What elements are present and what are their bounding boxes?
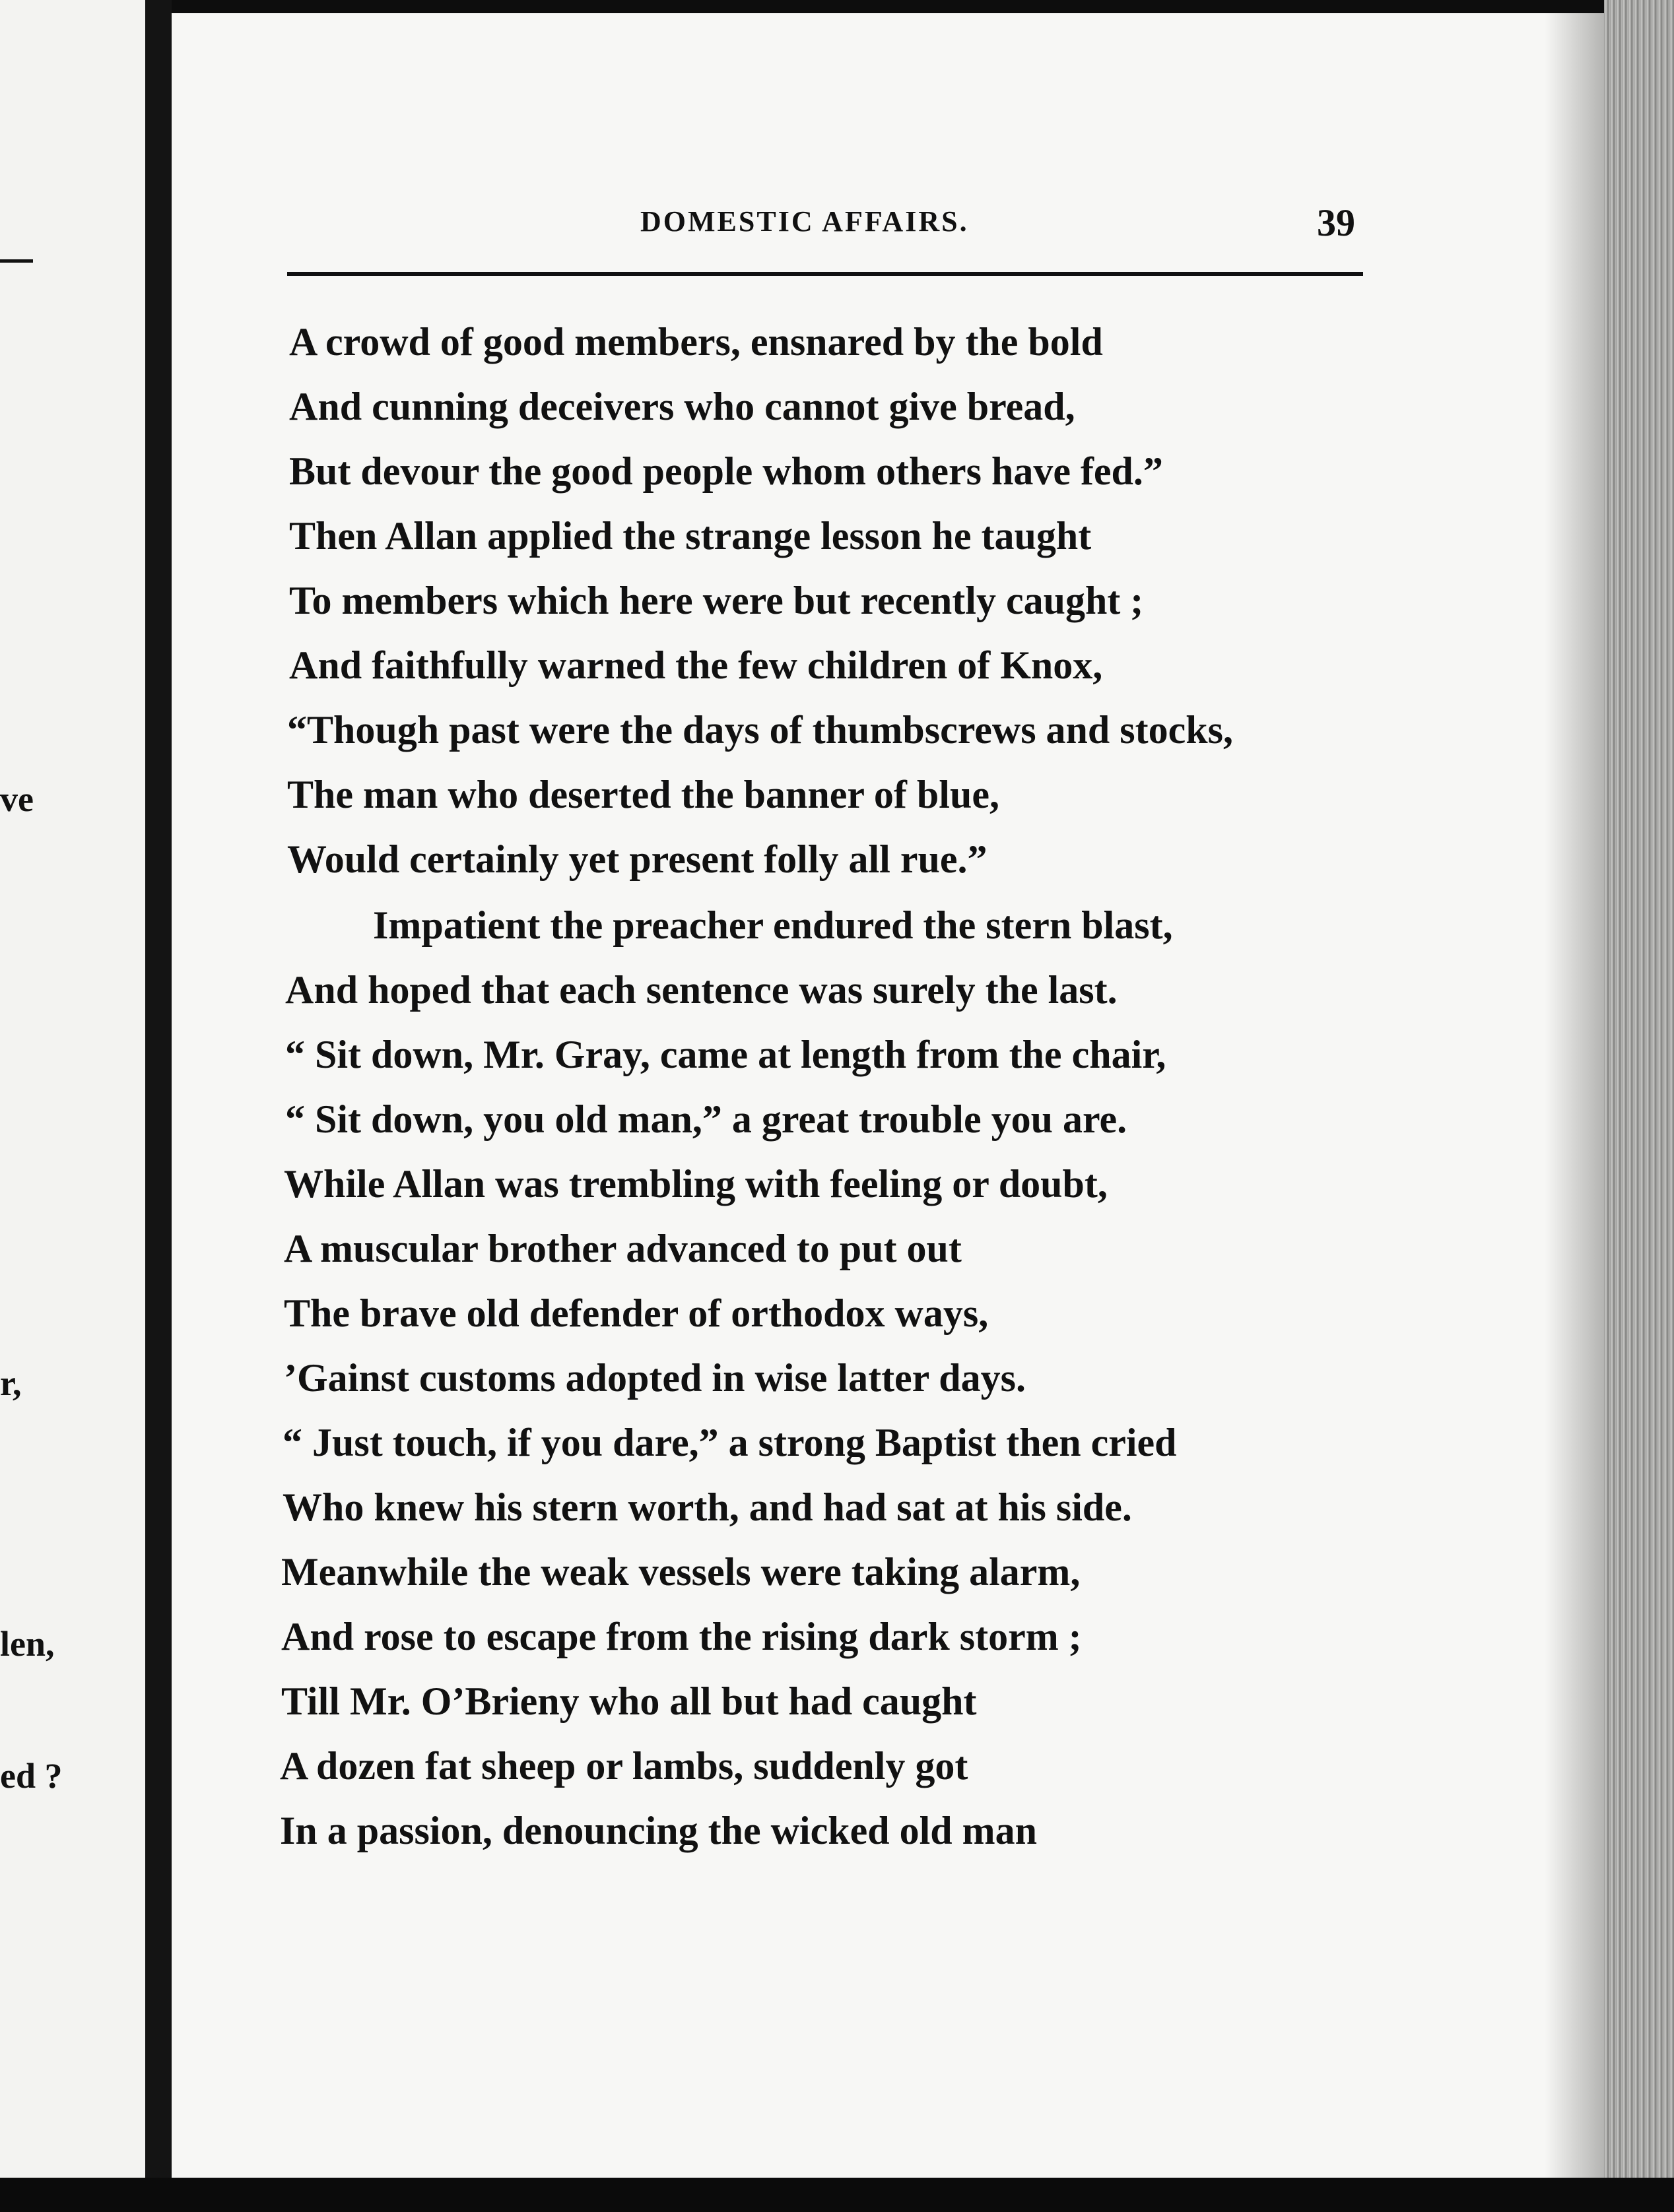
left-page-fragment: ve bbox=[0, 779, 34, 819]
left-page bbox=[0, 0, 145, 2178]
poem-line: Then Allan applied the strange lesson he taught bbox=[289, 514, 1092, 558]
right-page bbox=[172, 13, 1604, 2178]
poem-line: But devour the good people whom others have fed.” bbox=[289, 449, 1163, 493]
poem-line: In a passion, denouncing the wicked old man bbox=[280, 1809, 1037, 1852]
poem-line: “ Sit down, you old man,” a great trouble you are. bbox=[285, 1097, 1127, 1141]
poem-line: Would certainly yet present folly all rue.” bbox=[287, 837, 988, 881]
poem-line: A muscular brother advanced to put out bbox=[284, 1227, 962, 1270]
stacked-page-edges bbox=[1604, 0, 1674, 2212]
poem-line: To members which here were but recently caught ; bbox=[289, 579, 1144, 622]
page-number: 39 bbox=[1317, 201, 1355, 244]
poem-line: The brave old defender of orthodox ways, bbox=[284, 1291, 989, 1335]
page-edge-shadow bbox=[1545, 13, 1604, 2178]
poem-line: While Allan was trembling with feeling or doubt, bbox=[284, 1162, 1108, 1206]
poem-line: Impatient the preacher endured the stern blast, bbox=[373, 903, 1173, 947]
poem-line: “ Sit down, Mr. Gray, came at length from the chair, bbox=[285, 1033, 1166, 1076]
poem-line: ’Gainst customs adopted in wise latter days. bbox=[284, 1356, 1026, 1400]
poem-line: Meanwhile the weak vessels were taking alarm, bbox=[281, 1550, 1081, 1594]
left-page-rule bbox=[0, 259, 33, 263]
poem-line: Who knew his stern worth, and had sat at his side. bbox=[283, 1485, 1132, 1529]
left-page-fragment: ed ? bbox=[0, 1756, 63, 1796]
poem-text bbox=[172, 13, 1604, 2178]
poem-line: Till Mr. O’Brieny who all but had caught bbox=[281, 1679, 977, 1723]
book-gutter bbox=[145, 0, 172, 2212]
poem-line: “ Just touch, if you dare,” a strong Baptist then cried bbox=[283, 1421, 1177, 1464]
running-head: DOMESTIC AFFAIRS. bbox=[640, 205, 969, 238]
poem-line: And hoped that each sentence was surely the last. bbox=[285, 968, 1118, 1012]
poem-line: And rose to escape from the rising dark storm ; bbox=[281, 1615, 1082, 1658]
poem-line: And cunning deceivers who cannot give bread, bbox=[289, 385, 1075, 428]
scan-bottom-border bbox=[0, 2178, 1674, 2212]
poem-line: A dozen fat sheep or lambs, suddenly got bbox=[280, 1744, 968, 1788]
poem-line: “Though past were the days of thumbscrews and stocks, bbox=[287, 708, 1233, 752]
poem-line: A crowd of good members, ensnared by the bold bbox=[289, 320, 1103, 364]
poem-line: The man who deserted the banner of blue, bbox=[287, 773, 999, 816]
left-page-fragment: r, bbox=[0, 1363, 22, 1403]
poem-line: And faithfully warned the few children of Knox, bbox=[289, 643, 1103, 687]
left-page-fragment: len, bbox=[0, 1624, 55, 1664]
